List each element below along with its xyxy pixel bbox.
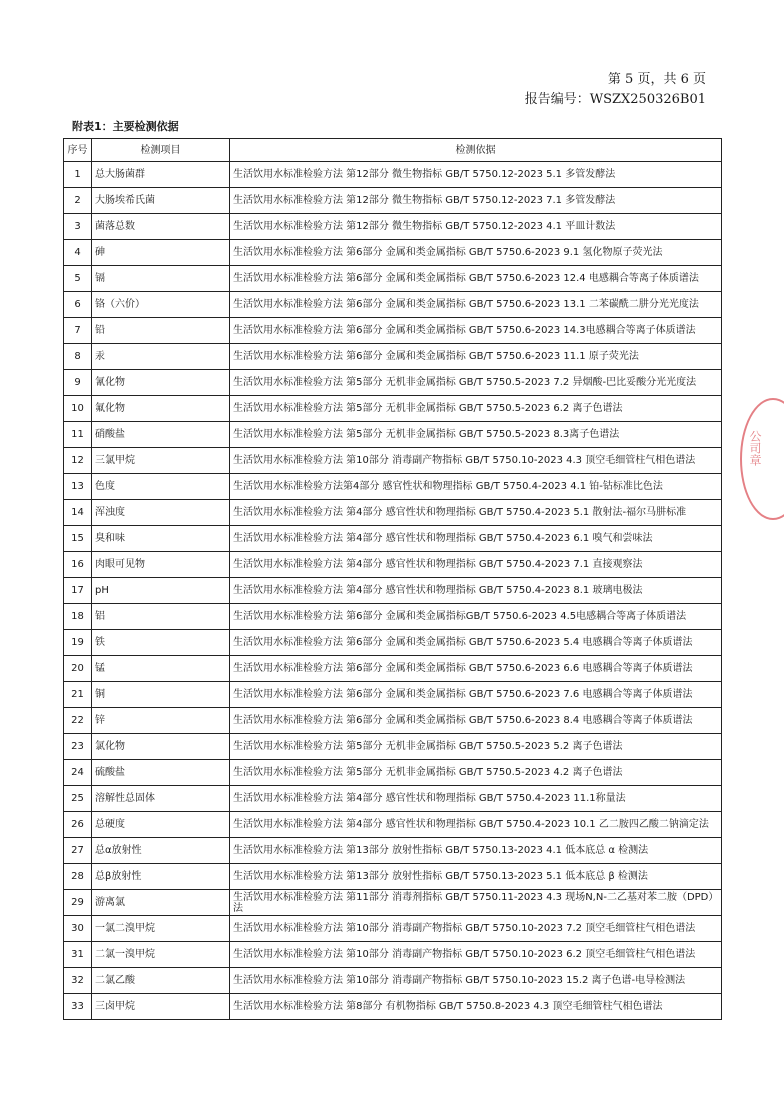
cell-basis: 生活饮用水标准检验方法 第6部分 金属和类金属指标 GB/T 5750.6-2023 12.4 电感耦合等离子体质谱法 — [230, 266, 722, 292]
cell-item: 汞 — [92, 344, 230, 370]
cell-no: 12 — [64, 448, 92, 474]
cell-no: 4 — [64, 240, 92, 266]
cell-basis: 生活饮用水标准检验方法 第12部分 微生物指标 GB/T 5750.12-2023 4.1 平皿计数法 — [230, 214, 722, 240]
cell-item: 铬（六价） — [92, 292, 230, 318]
table-row — [64, 396, 722, 422]
cell-no: 7 — [64, 318, 92, 344]
cell-no: 2 — [64, 188, 92, 214]
table-header-row — [64, 139, 722, 162]
cell-item: 一氯二溴甲烷 — [92, 916, 230, 942]
table-row — [64, 864, 722, 890]
cell-basis: 生活饮用水标准检验方法 第8部分 有机物指标 GB/T 5750.8-2023 4.3 顶空毛细管柱气相色谱法 — [230, 994, 722, 1020]
table-row — [64, 812, 722, 838]
table-row — [64, 682, 722, 708]
cell-basis: 生活饮用水标准检验方法 第4部分 感官性状和物理指标 GB/T 5750.4-2023 8.1 玻璃电极法 — [230, 578, 722, 604]
table-row — [64, 916, 722, 942]
cell-item: 镉 — [92, 266, 230, 292]
cell-basis: 生活饮用水标准检验方法 第4部分 感官性状和物理指标 GB/T 5750.4-2023 7.1 直接观察法 — [230, 552, 722, 578]
table-row — [64, 214, 722, 240]
cell-basis: 生活饮用水标准检验方法 第10部分 消毒副产物指标 GB/T 5750.10-2023 4.3 顶空毛细管柱气相色谱法 — [230, 448, 722, 474]
table-row — [64, 474, 722, 500]
table-row — [64, 318, 722, 344]
cell-no: 22 — [64, 708, 92, 734]
cell-item: 肉眼可见物 — [92, 552, 230, 578]
cell-item: 砷 — [92, 240, 230, 266]
cell-item: 浑浊度 — [92, 500, 230, 526]
cell-item: 氟化物 — [92, 396, 230, 422]
page-info: 第 5 页，共 6 页 — [607, 72, 706, 87]
cell-basis: 生活饮用水标准检验方法 第11部分 消毒剂指标 GB/T 5750.11-2023 4.3 现场N,N-二乙基对苯二胺（DPD）法 — [230, 890, 722, 916]
cell-no: 29 — [64, 890, 92, 916]
cell-no: 6 — [64, 292, 92, 318]
cell-basis: 生活饮用水标准检验方法 第6部分 金属和类金属指标 GB/T 5750.6-2023 11.1 原子荧光法 — [230, 344, 722, 370]
page-header — [525, 70, 706, 110]
table-row — [64, 890, 722, 916]
table-row — [64, 448, 722, 474]
table-row — [64, 786, 722, 812]
cell-no: 33 — [64, 994, 92, 1020]
header-no: 序号 — [64, 139, 92, 162]
table-row — [64, 500, 722, 526]
cell-basis: 生活饮用水标准检验方法 第4部分 感官性状和物理指标 GB/T 5750.4-2023 10.1 乙二胺四乙酸二钠滴定法 — [230, 812, 722, 838]
cell-no: 17 — [64, 578, 92, 604]
cell-basis: 生活饮用水标准检验方法 第4部分 感官性状和物理指标 GB/T 5750.4-2023 6.1 嗅气和尝味法 — [230, 526, 722, 552]
cell-item: 硝酸盐 — [92, 422, 230, 448]
cell-basis: 生活饮用水标准检验方法 第13部分 放射性指标 GB/T 5750.13-2023 4.1 低本底总 α 检测法 — [230, 838, 722, 864]
cell-item: 铅 — [92, 318, 230, 344]
cell-item: 总α放射性 — [92, 838, 230, 864]
table-row — [64, 656, 722, 682]
table-row — [64, 266, 722, 292]
cell-basis: 生活饮用水标准检验方法 第12部分 微生物指标 GB/T 5750.12-2023 5.1 多管发酵法 — [230, 162, 722, 188]
table-row — [64, 734, 722, 760]
cell-no: 14 — [64, 500, 92, 526]
cell-no: 15 — [64, 526, 92, 552]
table-row — [64, 162, 722, 188]
testing-basis-table — [63, 138, 722, 1020]
cell-no: 32 — [64, 968, 92, 994]
cell-basis: 生活饮用水标准检验方法 第6部分 金属和类金属指标 GB/T 5750.6-2023 14.3电感耦合等离子体质谱法 — [230, 318, 722, 344]
cell-item: 三氯甲烷 — [92, 448, 230, 474]
cell-basis: 生活饮用水标准检验方法 第5部分 无机非金属指标 GB/T 5750.5-2023 7.2 异烟酸-巴比妥酸分光光度法 — [230, 370, 722, 396]
cell-item: 铁 — [92, 630, 230, 656]
header-item: 检测项目 — [92, 139, 230, 162]
cell-item: 游离氯 — [92, 890, 230, 916]
seal-text: 公司章 — [748, 430, 762, 466]
cell-item: 氯化物 — [92, 734, 230, 760]
table-row — [64, 942, 722, 968]
cell-item: 总大肠菌群 — [92, 162, 230, 188]
cell-item: 锰 — [92, 656, 230, 682]
cell-basis: 生活饮用水标准检验方法第4部分 感官性状和物理指标 GB/T 5750.4-2023 4.1 铂-钴标准比色法 — [230, 474, 722, 500]
cell-basis: 生活饮用水标准检验方法 第12部分 微生物指标 GB/T 5750.12-2023 7.1 多管发酵法 — [230, 188, 722, 214]
cell-no: 8 — [64, 344, 92, 370]
cell-no: 16 — [64, 552, 92, 578]
table-row — [64, 630, 722, 656]
cell-basis: 生活饮用水标准检验方法 第10部分 消毒副产物指标 GB/T 5750.10-2023 6.2 顶空毛细管柱气相色谱法 — [230, 942, 722, 968]
table-row — [64, 240, 722, 266]
cell-item: 总硬度 — [92, 812, 230, 838]
cell-no: 31 — [64, 942, 92, 968]
cell-basis: 生活饮用水标准检验方法 第6部分 金属和类金属指标 GB/T 5750.6-2023 8.4 电感耦合等离子体质谱法 — [230, 708, 722, 734]
cell-basis: 生活饮用水标准检验方法 第10部分 消毒副产物指标 GB/T 5750.10-2023 15.2 离子色谱-电导检测法 — [230, 968, 722, 994]
cell-basis: 生活饮用水标准检验方法 第6部分 金属和类金属指标 GB/T 5750.6-2023 13.1 二苯碳酰二肼分光光度法 — [230, 292, 722, 318]
cell-no: 18 — [64, 604, 92, 630]
cell-no: 21 — [64, 682, 92, 708]
cell-no: 27 — [64, 838, 92, 864]
cell-no: 3 — [64, 214, 92, 240]
cell-no: 30 — [64, 916, 92, 942]
table-row — [64, 552, 722, 578]
cell-no: 24 — [64, 760, 92, 786]
cell-item: pH — [92, 578, 230, 604]
cell-no: 13 — [64, 474, 92, 500]
cell-basis: 生活饮用水标准检验方法 第5部分 无机非金属指标 GB/T 5750.5-2023 5.2 离子色谱法 — [230, 734, 722, 760]
cell-basis: 生活饮用水标准检验方法 第6部分 金属和类金属指标 GB/T 5750.6-2023 6.6 电感耦合等离子体质谱法 — [230, 656, 722, 682]
cell-item: 二氯一溴甲烷 — [92, 942, 230, 968]
table-row — [64, 604, 722, 630]
cell-item: 铝 — [92, 604, 230, 630]
table-row — [64, 188, 722, 214]
cell-item: 锌 — [92, 708, 230, 734]
header-basis: 检测依据 — [230, 139, 722, 162]
cell-no: 26 — [64, 812, 92, 838]
cell-no: 11 — [64, 422, 92, 448]
cell-basis: 生活饮用水标准检验方法 第4部分 感官性状和物理指标 GB/T 5750.4-2023 5.1 散射法-福尔马肼标准 — [230, 500, 722, 526]
cell-item: 氰化物 — [92, 370, 230, 396]
cell-no: 19 — [64, 630, 92, 656]
company-seal-stamp — [740, 398, 784, 520]
cell-item: 臭和味 — [92, 526, 230, 552]
table-row — [64, 344, 722, 370]
table-row — [64, 968, 722, 994]
cell-basis: 生活饮用水标准检验方法 第6部分 金属和类金属指标 GB/T 5750.6-2023 9.1 氢化物原子荧光法 — [230, 240, 722, 266]
table-row — [64, 370, 722, 396]
cell-basis: 生活饮用水标准检验方法 第5部分 无机非金属指标 GB/T 5750.5-2023 8.3离子色谱法 — [230, 422, 722, 448]
cell-item: 溶解性总固体 — [92, 786, 230, 812]
table-row — [64, 292, 722, 318]
cell-no: 10 — [64, 396, 92, 422]
cell-item: 大肠埃希氏菌 — [92, 188, 230, 214]
table-row — [64, 994, 722, 1020]
cell-basis: 生活饮用水标准检验方法 第6部分 金属和类金属指标 GB/T 5750.6-2023 7.6 电感耦合等离子体质谱法 — [230, 682, 722, 708]
cell-no: 25 — [64, 786, 92, 812]
table-row — [64, 760, 722, 786]
cell-item: 三卤甲烷 — [92, 994, 230, 1020]
cell-item: 硫酸盐 — [92, 760, 230, 786]
table-row — [64, 526, 722, 552]
table-row — [64, 708, 722, 734]
cell-item: 色度 — [92, 474, 230, 500]
table-row — [64, 578, 722, 604]
cell-item: 二氯乙酸 — [92, 968, 230, 994]
table-caption: 附表1：主要检测依据 — [72, 120, 179, 133]
cell-no: 9 — [64, 370, 92, 396]
cell-item: 铜 — [92, 682, 230, 708]
cell-item: 菌落总数 — [92, 214, 230, 240]
cell-basis: 生活饮用水标准检验方法 第5部分 无机非金属指标 GB/T 5750.5-2023 4.2 离子色谱法 — [230, 760, 722, 786]
cell-basis: 生活饮用水标准检验方法 第6部分 金属和类金属指标GB/T 5750.6-2023 4.5电感耦合等离子体质谱法 — [230, 604, 722, 630]
cell-item: 总β放射性 — [92, 864, 230, 890]
table-row — [64, 838, 722, 864]
cell-basis: 生活饮用水标准检验方法 第6部分 金属和类金属指标 GB/T 5750.6-2023 5.4 电感耦合等离子体质谱法 — [230, 630, 722, 656]
cell-basis: 生活饮用水标准检验方法 第10部分 消毒副产物指标 GB/T 5750.10-2023 7.2 顶空毛细管柱气相色谱法 — [230, 916, 722, 942]
cell-basis: 生活饮用水标准检验方法 第4部分 感官性状和物理指标 GB/T 5750.4-2023 11.1称量法 — [230, 786, 722, 812]
cell-no: 1 — [64, 162, 92, 188]
table-row — [64, 422, 722, 448]
cell-basis: 生活饮用水标准检验方法 第5部分 无机非金属指标 GB/T 5750.5-2023 6.2 离子色谱法 — [230, 396, 722, 422]
cell-basis: 生活饮用水标准检验方法 第13部分 放射性指标 GB/T 5750.13-2023 5.1 低本底总 β 检测法 — [230, 864, 722, 890]
report-number: 报告编号：WSZX250326B01 — [524, 92, 706, 107]
cell-no: 23 — [64, 734, 92, 760]
cell-no: 20 — [64, 656, 92, 682]
cell-no: 28 — [64, 864, 92, 890]
cell-no: 5 — [64, 266, 92, 292]
